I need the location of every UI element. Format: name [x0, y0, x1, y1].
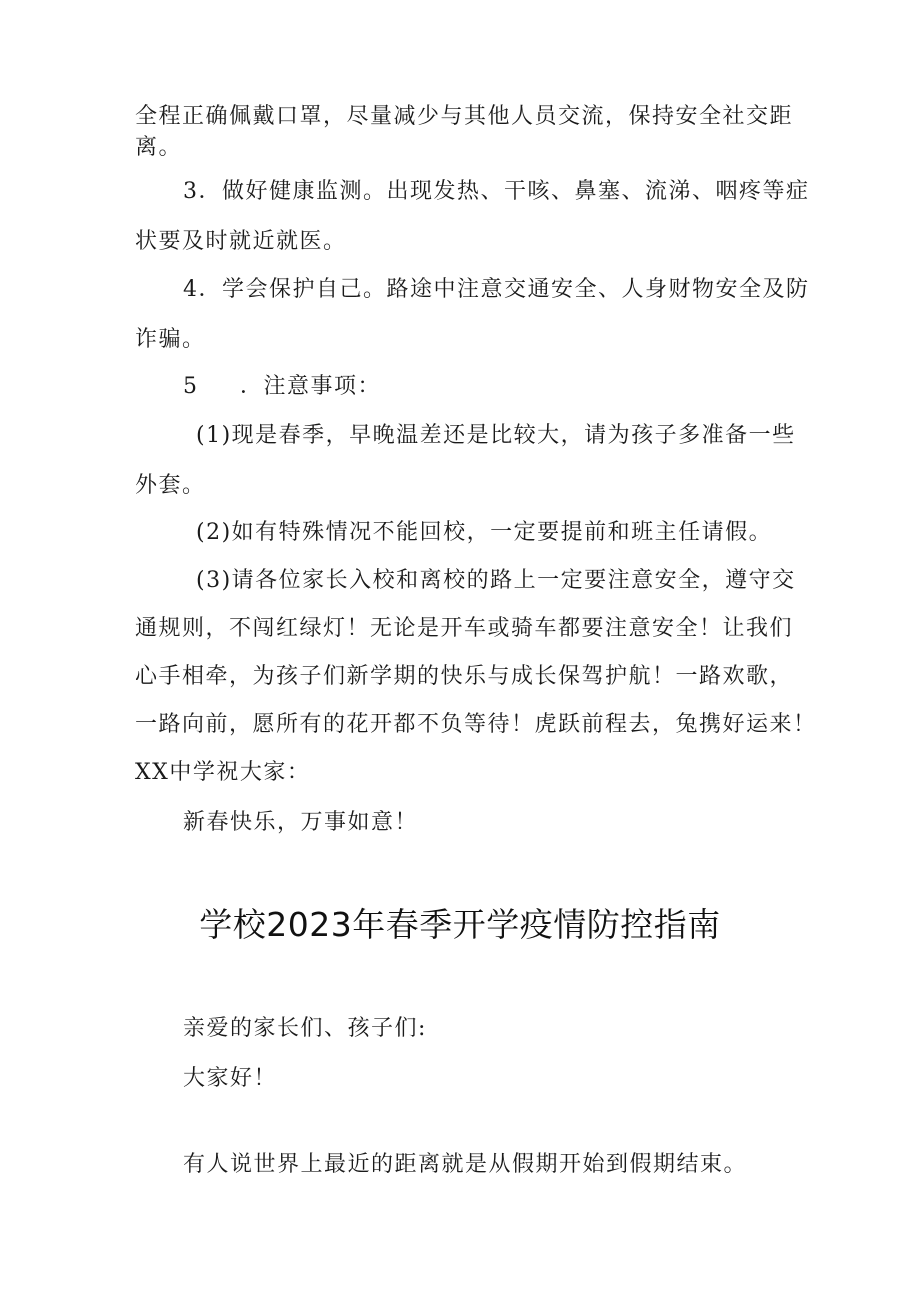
- paragraph-mask-line-2: 离。: [135, 135, 183, 160]
- note-3-line-2: 通规则，不闯红绿灯！无论是开车或骑车都要注意安全！让我们: [135, 616, 794, 641]
- note-2-line-1: (2)如有特殊情况不能回校，一定要提前和班主任请假。: [196, 520, 773, 545]
- hello-line: 大家好！: [183, 1066, 278, 1091]
- note-1-line-1: (1)现是春季，早晚温差还是比较大，请为孩子多准备一些: [196, 423, 796, 448]
- item-5-heading: ．注意事项：: [240, 374, 382, 399]
- page-title: 学校2023年春季开学疫情防控指南: [199, 905, 721, 944]
- item-3-line-2: 状要及时就近就医。: [135, 229, 347, 254]
- intro-paragraph-line-1: 有人说世界上最近的距离就是从假期开始到假期结束。: [183, 1152, 748, 1177]
- new-year-wishes: 新春快乐，万事如意！: [183, 810, 419, 835]
- item-3-line-1: 3．做好健康监测。出现发热、干咳、鼻塞、流涕、咽疼等症: [183, 179, 810, 204]
- paragraph-mask-line-1: 全程正确佩戴口罩，尽量减少与其他人员交流，保持安全社交距: [135, 104, 794, 129]
- item-4-line-1: 4．学会保护自己。路途中注意交通安全、人身财物安全及防: [183, 277, 810, 302]
- note-3-line-1: (3)请各位家长入校和离校的路上一定要注意安全，遵守交: [196, 568, 796, 593]
- note-1-line-2: 外套。: [135, 473, 206, 498]
- salutation: 亲爱的家长们、孩子们:: [183, 1016, 427, 1041]
- item-4-line-2: 诈骗。: [135, 327, 206, 352]
- note-3-line-4: 一路向前，愿所有的花开都不负等待！虎跃前程去，兔携好运来！: [135, 712, 817, 737]
- note-3-line-3: 心手相牵，为孩子们新学期的快乐与成长保驾护航！一路欢歌，: [135, 664, 794, 689]
- item-5-number: 5: [183, 374, 199, 399]
- school-greeting-line: XX中学祝大家：: [135, 760, 311, 785]
